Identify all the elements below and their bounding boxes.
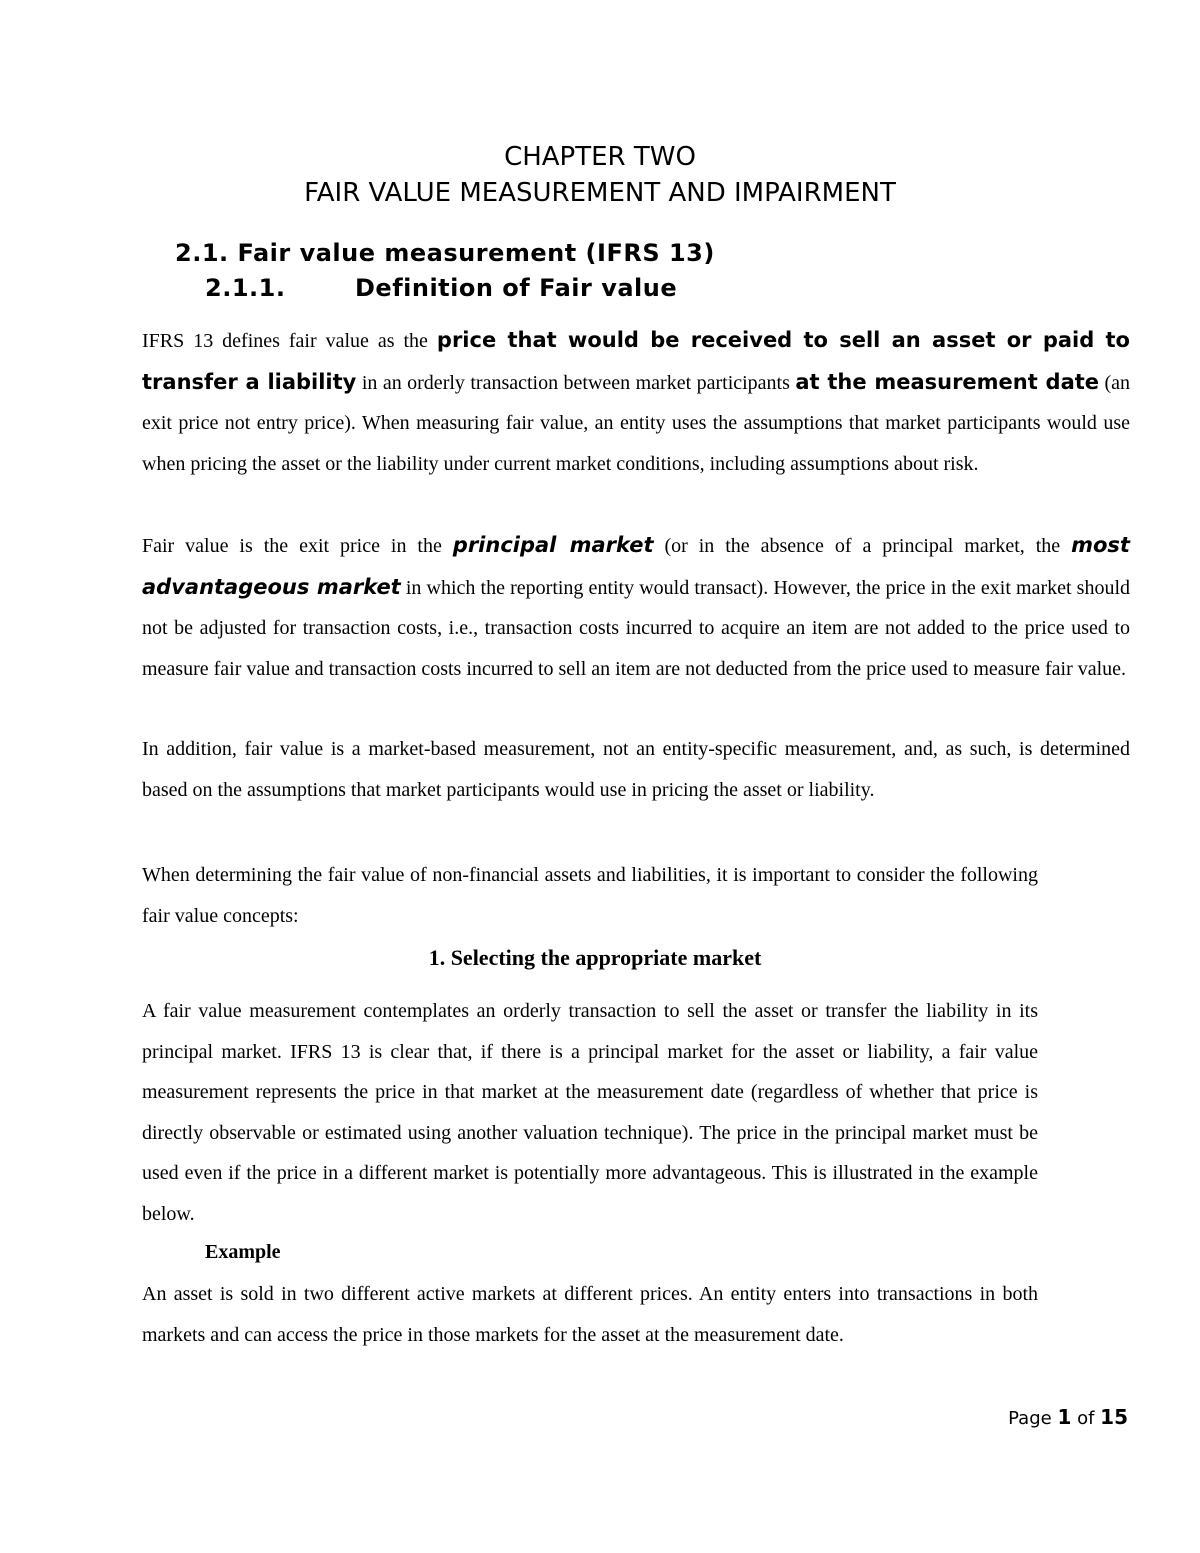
paragraph-definition	[142, 320, 1130, 484]
p1-text-3: (an exit price not entry price). When measuring fair value, an entity uses the assumptions that market participants would use when pricing the asset or the liability under current market conditions, including assumptions about risk.	[142, 371, 1131, 475]
chapter-title: FAIR VALUE MEASUREMENT AND IMPAIRMENT	[304, 178, 896, 208]
example-heading: Example	[205, 1241, 281, 1263]
paragraph-market-based: In addition, fair value is a market-based measurement, not an entity-specific measurement, and, as such, is determined based on the assumptions that market participants would use in pricing the asset or liability.	[142, 738, 1130, 801]
footer-page-total: 15	[1100, 1405, 1128, 1429]
subsection-heading	[205, 272, 677, 304]
p2-text-1: Fair value is the exit price in the	[142, 535, 453, 557]
paragraph-concepts-intro: When determining the fair value of non-financial assets and liabilities, it is important to consider the following fair value concepts:	[142, 864, 1038, 927]
p2-text-2: (or in the absence of a principal market, the	[653, 535, 1072, 557]
paragraph-example: An asset is sold in two different active markets at different prices. An entity enters into transactions in both markets and can access the price in those markets for the asset at the measurement date.	[142, 1283, 1038, 1346]
p2-text-3: in which the reporting entity would transact). However, the price in the exit market should not be adjusted for transaction costs, i.e., transaction costs incurred to acquire an item are not added to the price used to measure fair value and transaction costs incurred to sell an item are not deducted from the price used to measure fair value.	[142, 576, 1131, 680]
section-heading: 2.1. Fair value measurement (IFRS 13)	[175, 239, 715, 267]
footer-page-label: Page	[1008, 1408, 1058, 1429]
footer-of-label: of	[1071, 1408, 1101, 1429]
p2-bold-italic-1: principal market	[452, 533, 654, 557]
p1-text-1: IFRS 13 defines fair value as the	[142, 330, 437, 352]
p1-bold-1: price that would be received to sell an asset or paid to transfer a liability	[142, 328, 1130, 394]
p1-text-2: in an orderly transaction between market participants	[356, 371, 796, 394]
page-footer	[1008, 1404, 1128, 1432]
footer-page-number: 1	[1057, 1405, 1072, 1429]
chapter-heading: CHAPTER TWO	[504, 142, 696, 172]
subsection-title: Definition of Fair value	[355, 274, 678, 302]
p1-bold-2: at the measurement date	[795, 369, 1100, 394]
list-heading: 1. Selecting the appropriate market	[428, 945, 762, 970]
p2-bold-italic-2: most advantageous market	[142, 533, 1130, 599]
paragraph-principal-market	[142, 525, 1130, 689]
paragraph-appropriate-market: A fair value measurement contemplates an orderly transaction to sell the asset or transfer the liability in its principal market. IFRS 13 is clear that, if there is a principal market for the asset or liability, a fair value measurement represents the price in that market at the measurement date (regardless of whether that price is directly observable or estimated using another valuation technique). The price in the principal market must be used even if the price in a different market is potentially more advantageous. This is illustrated in the example below.	[142, 1000, 1038, 1225]
subsection-number: 2.1.1.	[205, 274, 286, 302]
